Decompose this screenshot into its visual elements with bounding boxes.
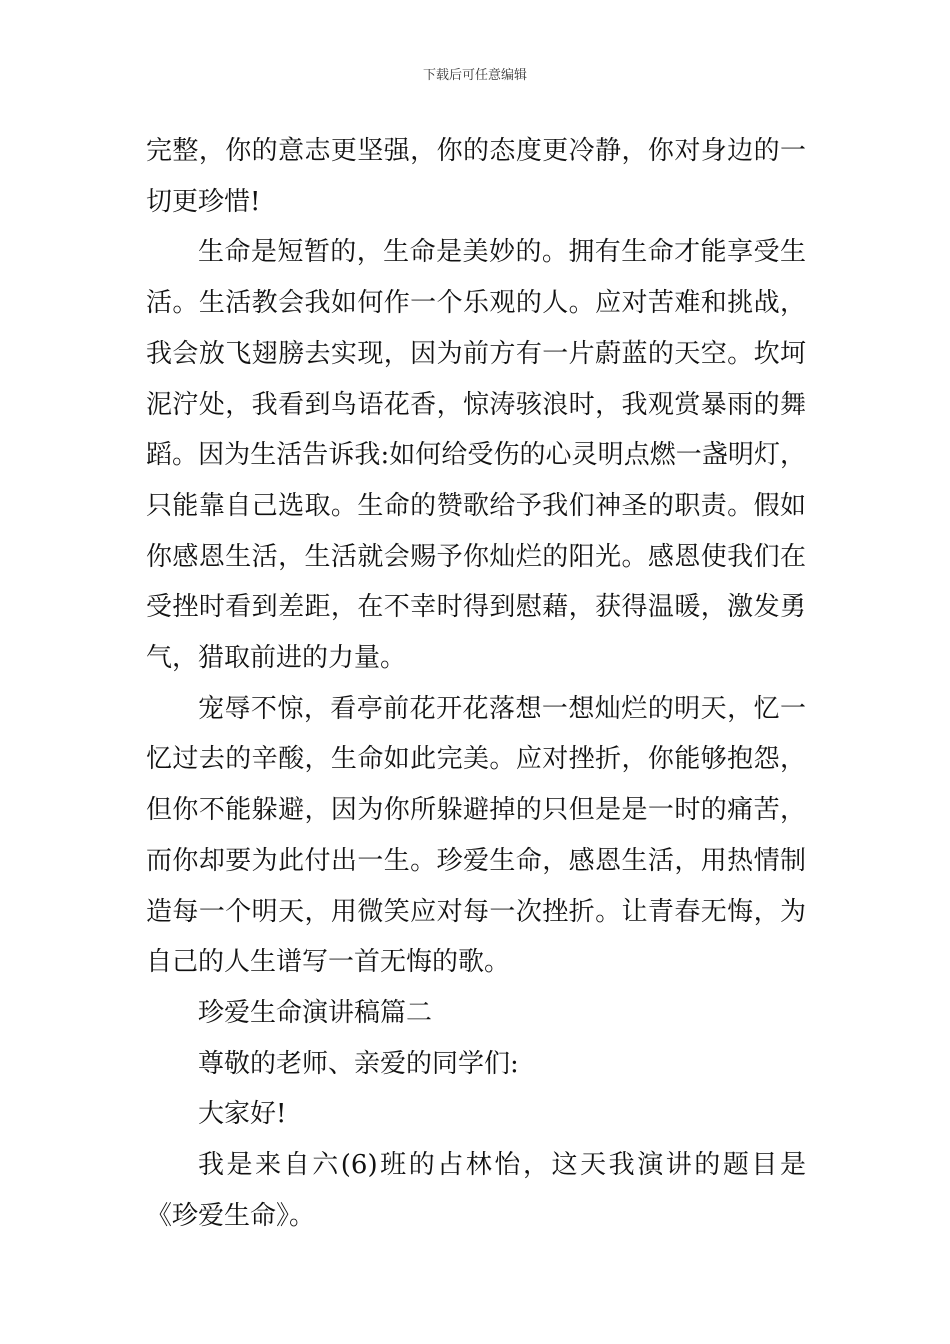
- greeting: 大家好!: [198, 1099, 287, 1130]
- salutation: 尊敬的老师、亲爱的同学们:: [198, 1048, 519, 1079]
- paragraph-life-beauty: 生命是短暂的，生命是美妙的。拥有生命才能享受生活。生活教会我如何作一个乐观的人。应对苦难和挑战，我会放飞翅膀去实现，因为前方有一片蔚蓝的天空。坎坷泥泞处，我看到鸟语花香，惊涛骇浪时，我观赏暴雨的舞蹈。因为生活告诉我:如何给受伤的心灵明点燃一盏明灯，只能靠自己选取。生命的赞歌给予我们神圣的职责。假如你感恩生活，生活就会赐予你灿烂的阳光。感恩使我们在受挫时看到差距，在不幸时得到慰藉，获得温暖，激发勇气，猎取前进的力量。: [146, 237, 806, 674]
- document-body: [146, 126, 806, 1241]
- paragraph-cherish-life: 宠辱不惊，看亭前花开花落想一想灿烂的明天，忆一忆过去的辛酸，生命如此完美。应对挫折，你能够抱怨，但你不能躲避，因为你所躲避掉的只但是是一时的痛苦，而你却要为此付出一生。珍爱生命，感恩生活，用热情制造每一个明天，用微笑应对每一次挫折。让青春无悔，为自己的人生谱写一首无悔的歌。: [146, 693, 806, 978]
- page-header: 下载后可任意编辑: [422, 68, 527, 83]
- paragraph-continuation: 完整，你的意志更坚强，你的态度更冷静，你对身边的一切更珍惜!: [146, 136, 806, 217]
- paragraph-introduction: 我是来自六(6)班的占林怡，这天我演讲的题目是《珍爱生命》。: [146, 1150, 806, 1231]
- section-title: 珍爱生命演讲稿篇二: [198, 997, 433, 1028]
